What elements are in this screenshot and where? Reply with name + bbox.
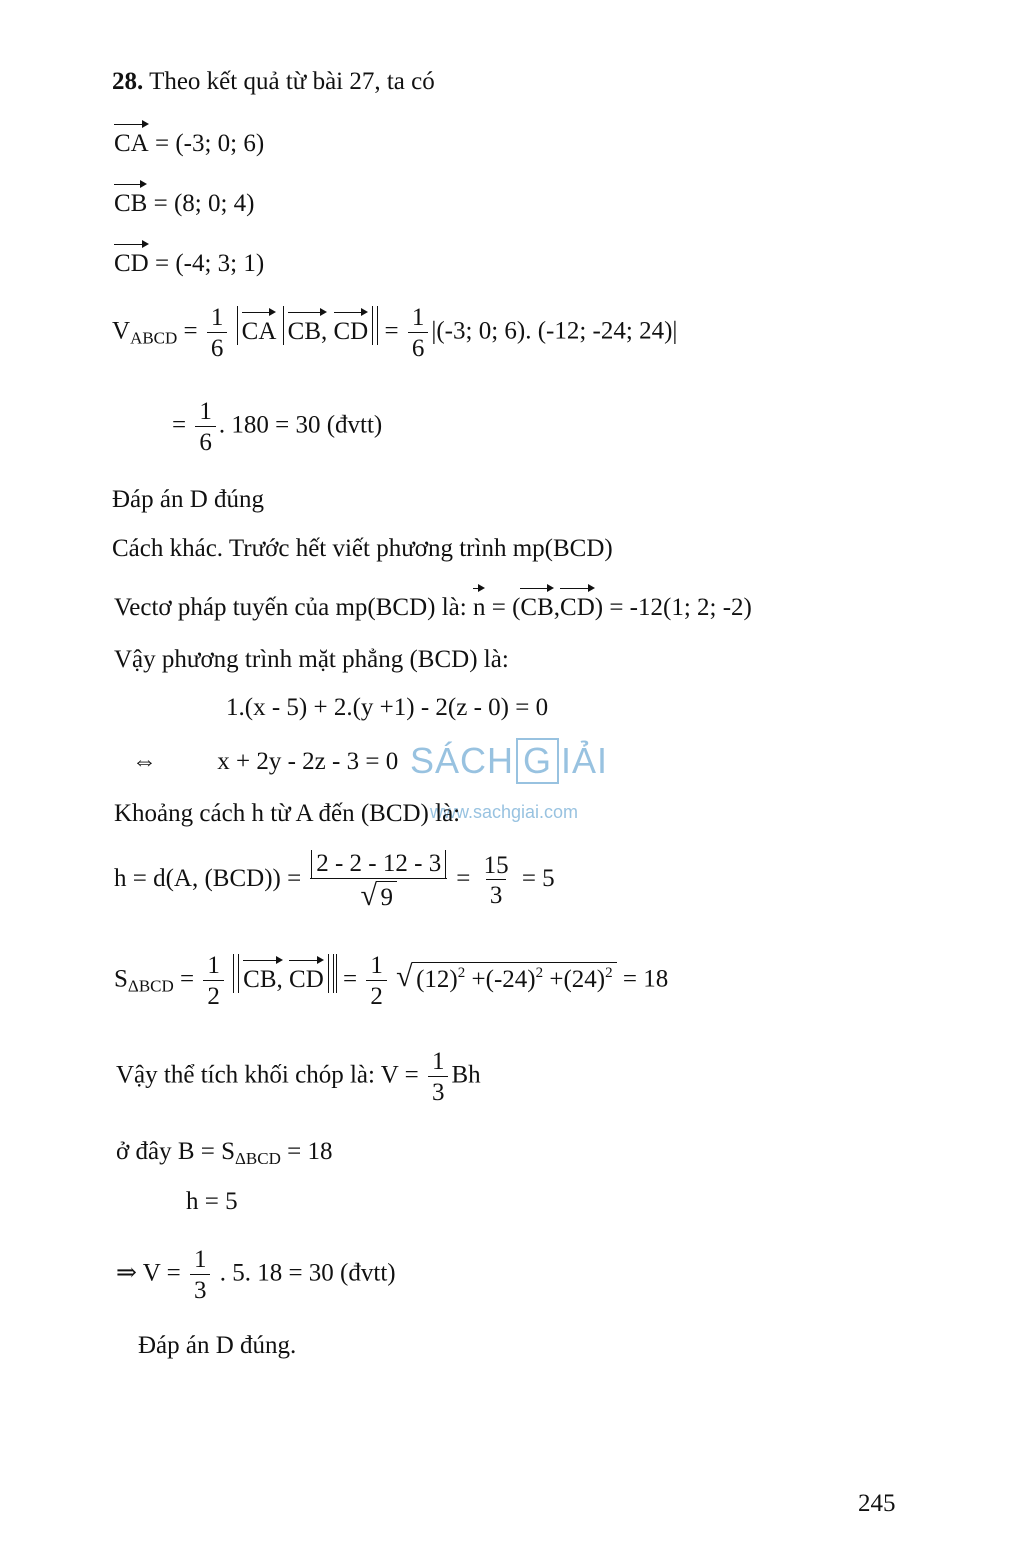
equals-sign: = (456, 865, 471, 893)
fraction-denominator: 2 (366, 980, 387, 1011)
cross-product-bracket (238, 954, 329, 994)
fraction-numerator: 1 (207, 952, 220, 979)
fraction-denominator: 6 (195, 426, 216, 457)
area-label: S (114, 965, 128, 993)
fraction-numerator: 1 (199, 398, 212, 425)
exponent: 2 (457, 964, 466, 981)
volume-intro-rest: Bh (451, 1061, 481, 1089)
watermark-right: IẢI (561, 740, 609, 781)
equals-sign: = (172, 411, 187, 439)
exponent: 2 (535, 964, 544, 981)
fraction-denominator: 2 (203, 980, 224, 1011)
vector-cb-line (114, 178, 255, 218)
term-2: +(-24) (471, 965, 536, 993)
volume-intro-text: Vậy thể tích khối chóp là: V = (116, 1061, 419, 1089)
vector-ca: CA (242, 306, 277, 346)
distance-fraction (310, 850, 447, 911)
problem-intro: Theo kết quả từ bài 27, ta có (149, 68, 435, 95)
normal-eq: = ( (491, 594, 521, 621)
volume-formula (112, 304, 677, 362)
vector-ca: CA (114, 118, 149, 158)
watermark-left: SÁCH (410, 740, 515, 781)
area-subscript: ΔBCD (127, 976, 174, 996)
base-line (116, 1138, 333, 1169)
alternative-method: Cách khác. Trước hết viết phương trình mp(BCD) (112, 535, 613, 562)
normal-vector-text: Vectơ pháp tuyến của mp(BCD) là: (114, 594, 467, 621)
distance-lhs: h = d(A, (BCD)) = (114, 865, 302, 893)
fraction-numerator: 15 (483, 851, 509, 879)
normal-vector-line (114, 582, 752, 622)
fraction-denominator: 6 (408, 332, 429, 363)
vector-cd-value: = (-4; 3; 1) (154, 250, 265, 277)
plane-equation-2: x + 2y - 2z - 3 = 0 (217, 748, 399, 775)
page-number: 245 (858, 1490, 896, 1517)
area-formula (114, 952, 668, 1010)
vector-cb: CB, (288, 306, 328, 346)
vector-ca-line (114, 118, 264, 158)
cross-product-bracket (283, 306, 374, 346)
volume-intro-line (116, 1048, 481, 1106)
mixed-product-abs (237, 306, 379, 346)
distance-result: = 5 (521, 865, 555, 893)
fraction-one-sixth (207, 304, 228, 362)
sqrt-expression: √ $(12)^2 +(-24)^2 +(24)^2$ (396, 962, 616, 994)
vector-cb: CB (114, 178, 147, 218)
fraction-denominator: 3 (190, 1274, 211, 1305)
watermark-g: G (516, 738, 559, 784)
vector-cd-line (114, 238, 264, 278)
vector-cd: CD (560, 582, 595, 622)
watermark-url: www.sachgiai.com (430, 802, 579, 822)
fraction-one-half-2 (366, 952, 387, 1010)
distance-intro: Khoảng cách h từ A đến (BCD) là: (114, 800, 461, 827)
fraction-one-sixth-3 (195, 398, 216, 456)
vector-cd: CD (334, 306, 369, 346)
sqrt-radicand: 9 (376, 881, 397, 912)
volume-label: V (112, 317, 131, 345)
vector-cb-value: = (8; 0; 4) (153, 190, 255, 217)
watermark-logo (410, 738, 608, 784)
volume-result (172, 398, 382, 456)
equals-sign: = (384, 317, 399, 345)
vector-cb: CB (520, 582, 553, 622)
area-result: = 18 (622, 965, 669, 993)
final-rest: . 5. 18 = 30 (đvtt) (219, 1259, 396, 1287)
comma: , (553, 594, 561, 621)
fraction-numerator: 1 (411, 304, 425, 331)
vector-cd: CD (289, 954, 324, 994)
fraction-numerator: 1 (193, 1246, 207, 1273)
fraction-numerator: 1 (210, 304, 224, 331)
plane-equation-2-line (132, 748, 398, 776)
cross-product-norm (233, 954, 337, 994)
fraction-one-third (428, 1048, 449, 1106)
fraction-15-3 (480, 852, 513, 910)
term-1: (12) (416, 965, 458, 993)
base-prefix: ở đây B = S (116, 1138, 235, 1165)
fraction-one-sixth-2 (408, 304, 429, 362)
fraction-numerator: 1 (431, 1048, 445, 1075)
distance-formula (114, 850, 555, 911)
normal-vector-n: n (473, 582, 486, 622)
problem-heading (112, 68, 435, 96)
final-prefix: ⇒ V = (116, 1259, 181, 1287)
volume-rhs: |(-3; 0; 6). (-12; -24; 24)| (431, 317, 678, 345)
equals-sign: = (183, 317, 198, 345)
volume-subscript: ABCD (130, 328, 178, 348)
equals-sign: = (180, 965, 195, 993)
fraction-one-third-2 (190, 1246, 211, 1304)
problem-number: 28. (112, 68, 144, 95)
answer-2: Đáp án D đúng. (138, 1332, 297, 1359)
fraction-one-half (203, 952, 224, 1010)
answer-1: Đáp án D đúng (112, 486, 265, 513)
exponent: 2 (605, 964, 613, 981)
final-line (116, 1246, 396, 1304)
plane-equation-1: 1.(x - 5) + 2.(y +1) - 2(z - 0) = 0 (226, 694, 549, 721)
sqrt-symbol: √ 9 (360, 881, 397, 912)
fraction-denominator: 3 (428, 1076, 449, 1107)
height-line: h = 5 (186, 1188, 238, 1215)
fraction-denominator: 6 (207, 332, 228, 363)
distance-numerator: 2 - 2 - 12 - 3 (311, 850, 446, 878)
equals-sign: = (343, 965, 358, 993)
distance-denominator (310, 878, 447, 912)
vector-ca-value: = (-3; 0; 6) (154, 130, 265, 157)
normal-result: ) = -12(1; 2; -2) (594, 594, 752, 621)
vector-cd: CD (114, 238, 149, 278)
base-subscript: ΔBCD (235, 1149, 281, 1168)
term-3: +(24) (549, 965, 606, 993)
equivalence-symbol: ⇔ (132, 748, 157, 775)
fraction-numerator: 1 (370, 952, 383, 979)
vector-cb: CB, (243, 954, 283, 994)
sqrt-radicand (412, 962, 616, 994)
base-rest: = 18 (287, 1138, 333, 1165)
volume-result-text: . 180 = 30 (đvtt) (218, 411, 383, 439)
fraction-denominator: 3 (486, 879, 507, 910)
plane-intro: Vậy phương trình mặt phẳng (BCD) là: (114, 646, 509, 673)
